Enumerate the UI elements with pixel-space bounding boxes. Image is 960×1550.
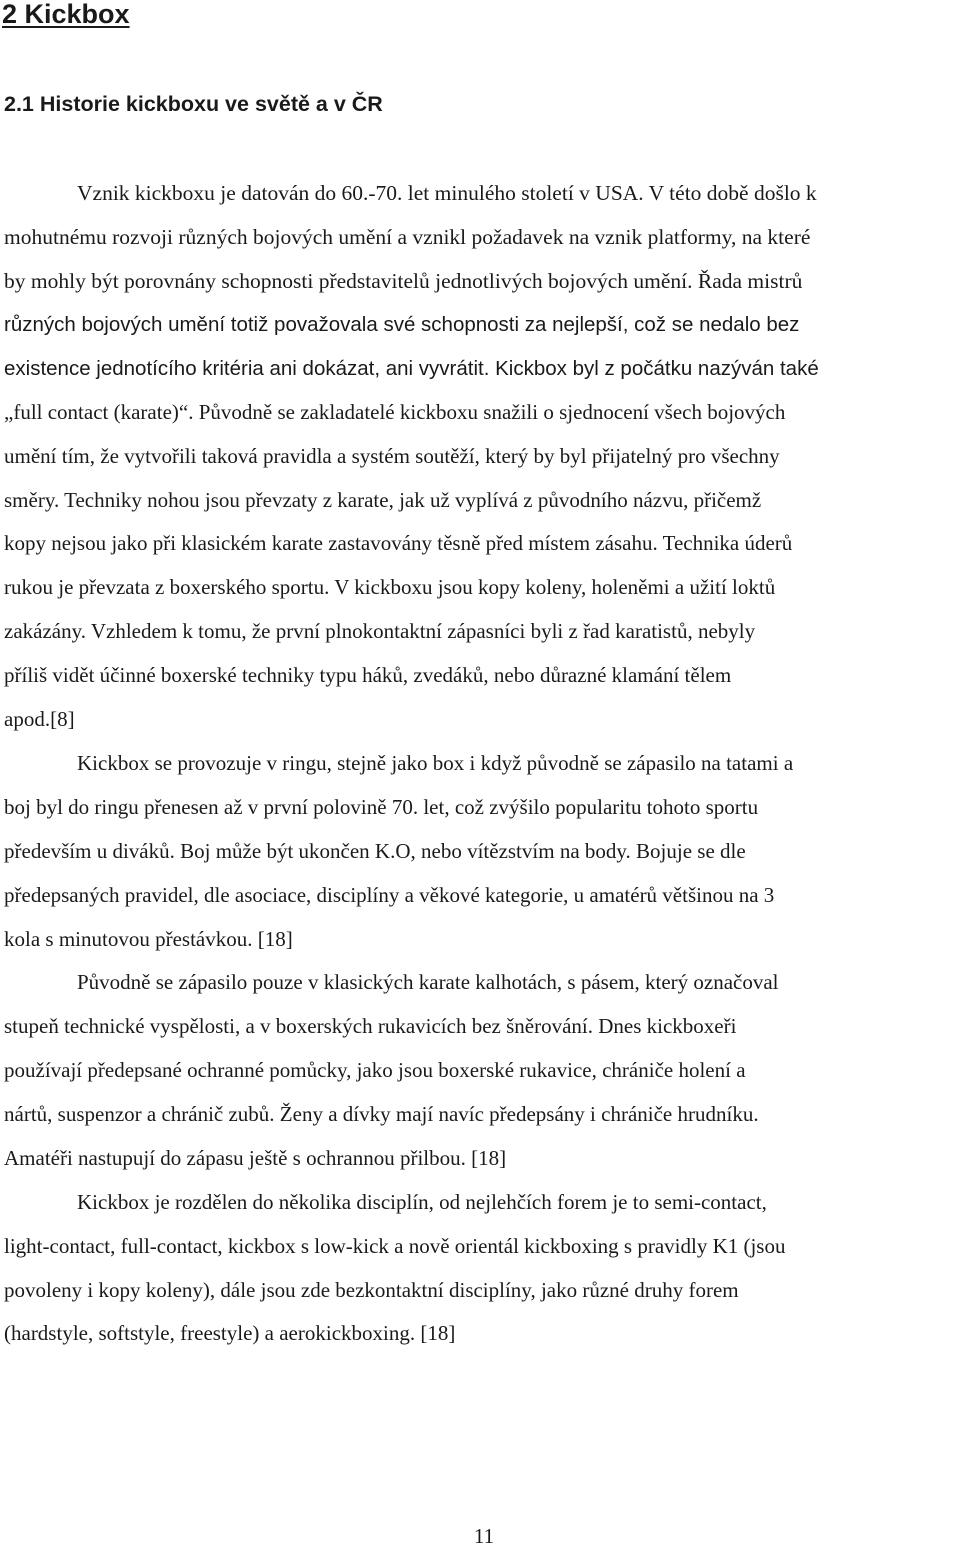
text-line: umění tím, že vytvořili taková pravidla a systém soutěží, který by byl přijatelný pro všechny <box>4 444 780 468</box>
text-line: předepsaných pravidel, dle asociace, disciplíny a věkové kategorie, u amatérů většinou na 3 <box>4 883 775 907</box>
text-line: light-contact, full-contact, kickbox s low-kick a nově orientál kickboxing s pravidly K1 (jsou <box>4 1234 786 1258</box>
text-line: nártů, suspenzor a chránič zubů. Ženy a dívky mají navíc předepsány i chrániče hrudníku. <box>4 1102 759 1126</box>
text-line: Vznik kickboxu je datován do 60.-70. let minulého století v USA. V této době došlo k <box>77 181 817 205</box>
text-line: (hardstyle, softstyle, freestyle) a aerokickboxing. [18] <box>4 1321 456 1345</box>
chapter-heading: 2 Kickbox <box>2 0 130 29</box>
text-line: především u diváků. Boj může být ukončen K.O, nebo vítězstvím na body. Bojuje se dle <box>4 839 746 863</box>
text-line: povoleny i kopy koleny), dále jsou zde bezkontaktní disciplíny, jako různé druhy forem <box>4 1278 739 1302</box>
text-line: Kickbox je rozdělen do několika disciplín, od nejlehčích forem je to semi-contact, <box>77 1190 767 1214</box>
text-line: stupeň technické vyspělosti, a v boxerských rukavicích bez šněrování. Dnes kickboxeři <box>4 1014 737 1038</box>
text-line: zakázány. Vzhledem k tomu, že první plnokontaktní zápasníci byli z řad karatistů, nebyly <box>4 619 756 643</box>
text-line: směry. Techniky nohou jsou převzaty z karate, jak už vyplívá z původního názvu, přičemž <box>4 488 762 512</box>
text-line: Původně se zápasilo pouze v klasických karate kalhotách, s pásem, který označoval <box>77 970 779 994</box>
text-line: apod.[8] <box>4 707 75 731</box>
text-line: kola s minutovou přestávkou. [18] <box>4 927 293 951</box>
text-line: by mohly být porovnány schopnosti představitelů jednotlivých bojových umění. Řada mistrů <box>4 269 803 293</box>
text-line: kopy nejsou jako při klasickém karate zastavovány těsně před místem zásahu. Technika úderů <box>4 531 793 555</box>
text-line: Kickbox se provozuje v ringu, stejně jako box i když původně se zápasilo na tatami a <box>77 751 794 775</box>
page-number: 11 <box>473 1524 495 1548</box>
text-line: Amatéři nastupují do zápasu ještě s ochrannou přilbou. [18] <box>4 1146 507 1170</box>
text-line: existence jednotícího kritéria ani dokázat, ani vyvrátit. Kickbox byl z počátku nazýván také <box>4 357 819 380</box>
section-heading: 2.1 Historie kickboxu ve světě a v ČR <box>4 92 383 116</box>
text-line: různých bojových umění totiž považovala své schopnosti za nejlepší, což se nedalo bez <box>4 313 800 336</box>
text-line: boj byl do ringu přenesen až v první polovině 70. let, což zvýšilo popularitu tohoto sportu <box>4 795 759 819</box>
text-line: rukou je převzata z boxerského sportu. V kickboxu jsou kopy koleny, holeněmi a užití loktů <box>4 575 776 599</box>
text-line: příliš vidět účinné boxerské techniky typu háků, zvedáků, nebo důrazné klamání tělem <box>4 663 732 687</box>
text-line: mohutnému rozvoji různých bojových umění a vznikl požadavek na vznik platformy, na které <box>4 225 811 249</box>
text-line: „full contact (karate)“. Původně se zakladatelé kickboxu snažili o sjednocení všech bojových <box>4 400 786 424</box>
text-line: používají předepsané ochranné pomůcky, jako jsou boxerské rukavice, chrániče holení a <box>4 1058 746 1082</box>
